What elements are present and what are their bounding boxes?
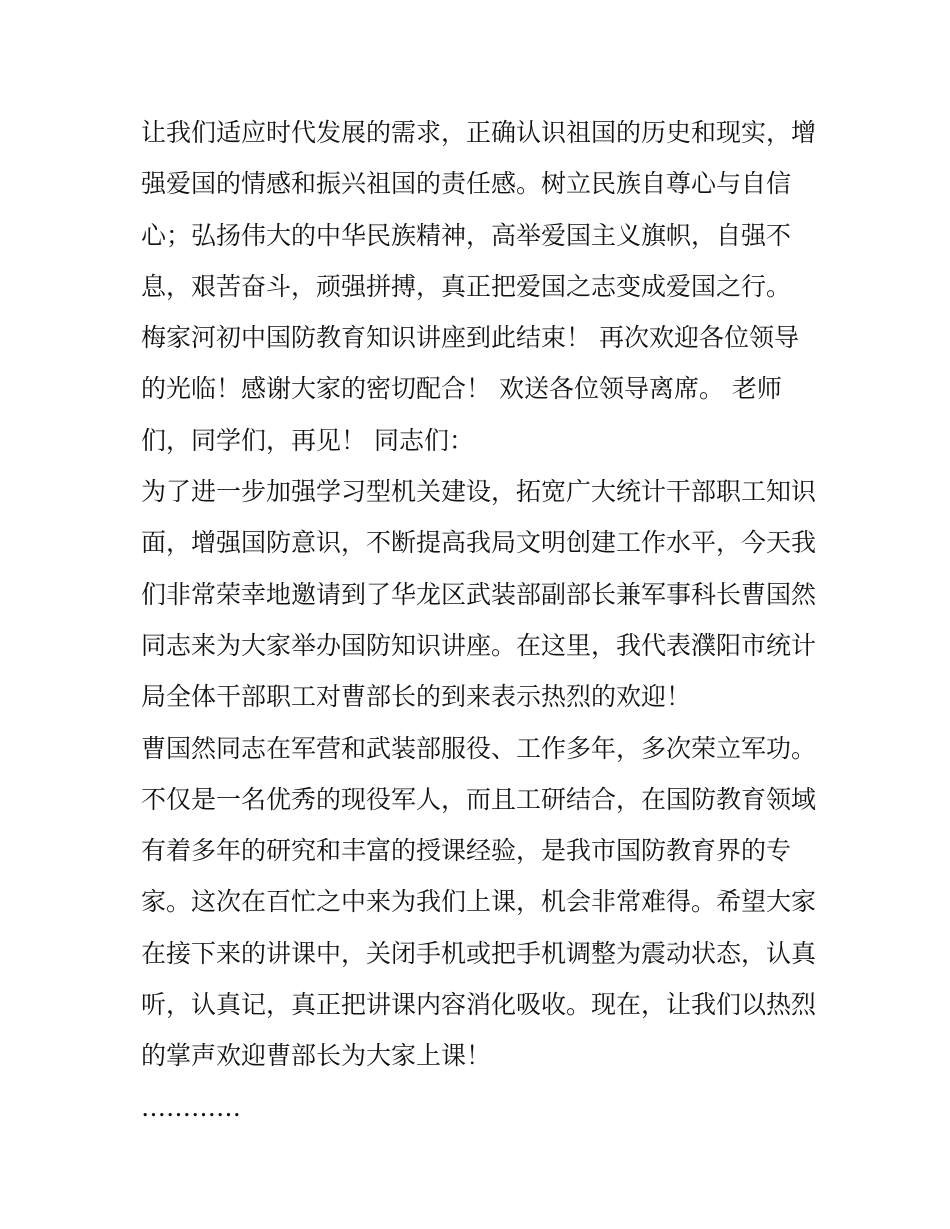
text-line: 面，增强国防意识，不断提高我局文明创建工作水平，今天我 bbox=[141, 528, 817, 558]
text-line: 局全体干部职工对曹部长的到来表示热烈的欢迎！ bbox=[141, 682, 692, 712]
text-line: 心；弘扬伟大的中华民族精神，高举爱国主义旗帜，自强不 bbox=[141, 220, 792, 250]
text-line: 曹国然同志在军营和武装部服役、工作多年，多次荣立军功。 bbox=[141, 733, 817, 763]
text-line: 梅家河初中国防教育知识讲座到此结束！ 再次欢迎各位领导 bbox=[141, 323, 799, 353]
text-line: 有着多年的研究和丰富的授课经验，是我市国防教育界的专 bbox=[141, 836, 792, 866]
text-line: 们非常荣幸地邀请到了华龙区武装部副部长兼军事科长曹国然 bbox=[141, 579, 817, 609]
text-line: 让我们适应时代发展的需求，正确认识祖国的历史和现实，增 bbox=[141, 118, 817, 147]
text-line: 息，艰苦奋斗，顽强拼搏，真正把爱国之志变成爱国之行。 bbox=[141, 271, 792, 301]
text-line: 的掌声欢迎曹部长为大家上课！ bbox=[141, 1041, 492, 1071]
text-line: 家。这次在百忙之中来为我们上课，机会非常难得。希望大家 bbox=[141, 887, 817, 917]
text-line: 不仅是一名优秀的现役军人，而且工研结合，在国防教育领域 bbox=[141, 784, 817, 814]
ellipsis-line: ………… bbox=[141, 1092, 241, 1122]
text-line: 强爱国的情感和振兴祖国的责任感。树立民族自尊心与自信 bbox=[141, 169, 792, 199]
text-line: 在接下来的讲课中，关闭手机或把手机调整为震动状态，认真 bbox=[141, 938, 817, 968]
text-line: 听，认真记，真正把讲课内容消化吸收。现在，让我们以热烈 bbox=[141, 990, 817, 1020]
text-line: 为了进一步加强学习型机关建设，拓宽广大统计干部职工知识 bbox=[141, 477, 817, 507]
text-line: 同志来为大家举办国防知识讲座。在这里，我代表濮阳市统计 bbox=[141, 630, 817, 660]
text-line: 们，同学们，再见！ 同志们： bbox=[141, 425, 474, 455]
text-line: 的光临！感谢大家的密切配合！ 欢送各位领导离席。 老师 bbox=[141, 374, 782, 404]
document-body bbox=[141, 107, 821, 1133]
